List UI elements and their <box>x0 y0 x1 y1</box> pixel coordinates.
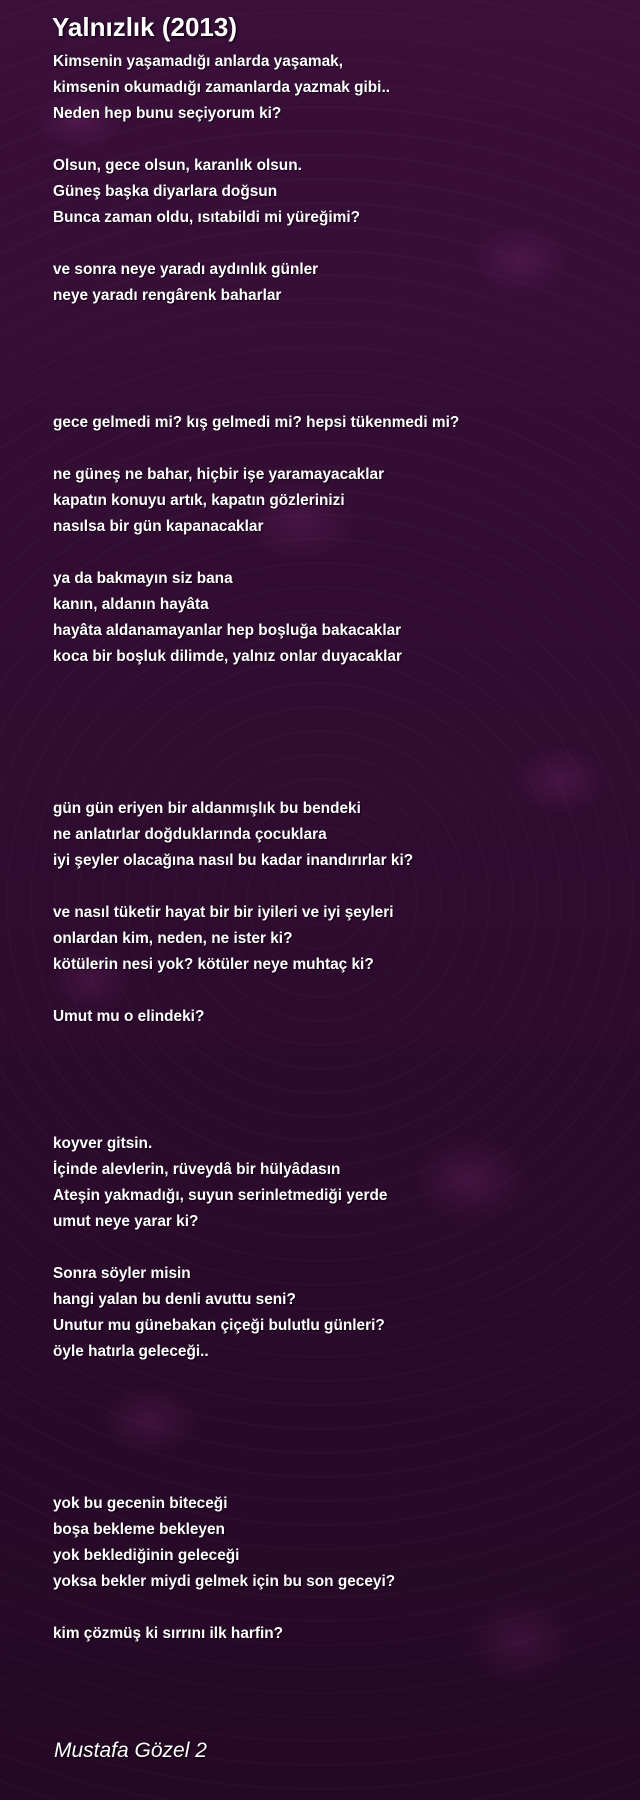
poem-section-1 <box>53 49 390 309</box>
poem-line: onlardan kim, neden, ne ister ki? <box>53 930 293 947</box>
poem-line: İçinde alevlerin, rüveydâ bir hülyâdasın <box>53 1161 341 1178</box>
stanza-break <box>53 436 459 462</box>
poem-line: Bunca zaman oldu, ısıtabildi mi yüreğimi? <box>53 209 361 226</box>
poem-line: öyle hatırla geleceği.. <box>53 1343 209 1360</box>
poem-line: Ateşin yakmadığı, suyun serinletmediği yerde <box>53 1187 388 1204</box>
poem-line: koyver gitsin. <box>53 1135 153 1152</box>
poem-section-4 <box>53 1131 387 1365</box>
poem-line: Sonra söyler misin <box>53 1265 191 1282</box>
poem-line: iyi şeyler olacağına nasıl bu kadar inandırırlar ki? <box>53 852 414 869</box>
poem-line: gün gün eriyen bir aldanmışlık bu bendeki <box>53 800 361 817</box>
stanza-break <box>53 127 390 153</box>
poem-line: gece gelmedi mi? kış gelmedi mi? hepsi tükenmedi mi? <box>53 414 460 431</box>
poem-line: ve nasıl tüketir hayat bir bir iyileri ve iyi şeyleri <box>53 904 394 921</box>
poem-line: ne anlatırlar doğduklarında çocuklara <box>53 826 327 843</box>
poem-line: neye yaradı rengârenk baharlar <box>53 287 282 304</box>
stanza-break <box>53 231 390 257</box>
poem-line: Umut mu o elindeki? <box>53 1008 205 1025</box>
poem-line: umut neye yarar ki? <box>53 1213 199 1230</box>
poem-line: Güneş başka diyarlara doğsun <box>53 183 278 200</box>
poem-line: Neden hep bunu seçiyorum ki? <box>53 105 282 122</box>
poem-line: ya da bakmayın siz bana <box>53 570 233 587</box>
poem-line: kim çözmüş ki sırrını ilk harfin? <box>53 1625 284 1642</box>
author-signature: Mustafa Gözel 2 <box>54 1739 207 1762</box>
poem-line: yok bu gecenin biteceği <box>53 1495 228 1512</box>
poem-line: boşa bekleme bekleyen <box>53 1521 225 1538</box>
poem-section-3 <box>53 796 413 1030</box>
poem-line: Olsun, gece olsun, karanlık olsun. <box>53 157 302 174</box>
poem-line: yoksa bekler miydi gelmek için bu son geceyi? <box>53 1573 396 1590</box>
poem-line: koca bir boşluk dilimde, yalnız onlar duyacaklar <box>53 648 402 665</box>
poem-line: Unutur mu günebakan çiçeği bulutlu günleri? <box>53 1317 385 1334</box>
poem-line: nasılsa bir gün kapanacaklar <box>53 518 264 535</box>
poem-line: kimsenin okumadığı zamanlarda yazmak gibi.. <box>53 79 390 96</box>
poem-line: ne güneş ne bahar, hiçbir işe yaramayacaklar <box>53 466 385 483</box>
poem-line: hangi yalan bu denli avuttu seni? <box>53 1291 296 1308</box>
stanza-break <box>53 540 459 566</box>
poem-title: Yalnızlık (2013) <box>52 12 237 42</box>
poem-line: ve sonra neye yaradı aydınlık günler <box>53 261 319 278</box>
poem-section-5 <box>53 1491 395 1647</box>
stanza-break <box>53 1595 395 1621</box>
poem-line: hayâta aldanamayanlar hep boşluğa bakacaklar <box>53 622 402 639</box>
poem-section-2 <box>53 410 459 670</box>
stanza-break <box>53 978 413 1004</box>
poem-line: yok beklediğinin geleceği <box>53 1547 240 1564</box>
poem-line: kanın, aldanın hayâta <box>53 596 209 613</box>
stanza-break <box>53 1235 387 1261</box>
stanza-break <box>53 874 413 900</box>
poem-line: Kimsenin yaşamadığı anlarda yaşamak, <box>53 53 344 70</box>
poem-line: kötülerin nesi yok? kötüler neye muhtaç ki? <box>53 956 374 973</box>
poem-line: kapatın konuyu artık, kapatın gözlerinizi <box>53 492 345 509</box>
